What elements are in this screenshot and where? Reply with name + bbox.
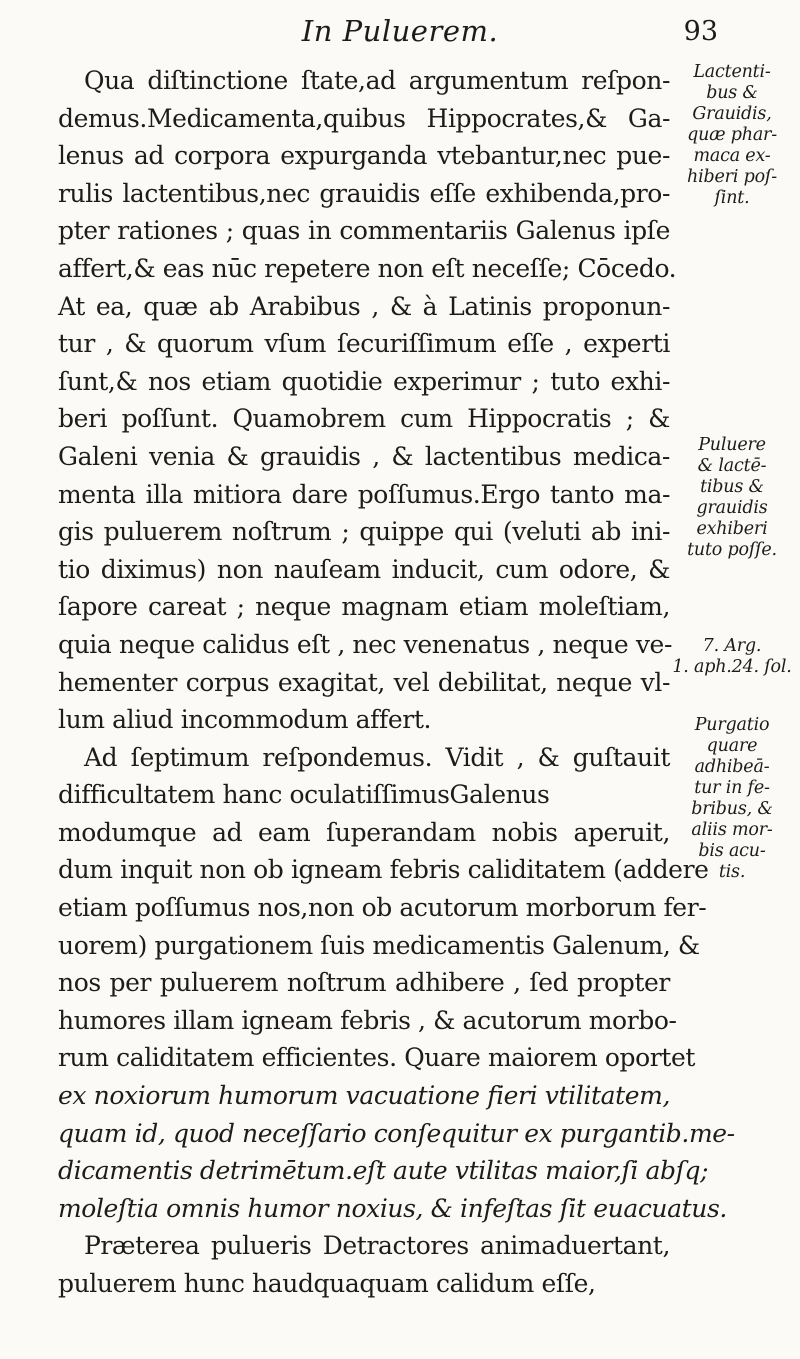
text-line: modumque ad eam ſuperandam nobis aperuit,	[58, 817, 670, 847]
text-line: tur , & quorum vſum ſecuriſſimum eſſe , experti	[58, 329, 670, 359]
page-number: 93	[683, 16, 718, 47]
running-title: In Puluerem.	[301, 14, 499, 48]
margin-note-line: & lactē-	[697, 455, 767, 476]
text-line: demus.Medicamenta,quibus Hippocrates,& Ga-	[58, 103, 670, 133]
text-line: etiam poſſumus nos,non ob acutorum morborum fer-	[58, 893, 707, 923]
margin-note-line: tuto poſſe.	[687, 539, 777, 560]
text-line: quia neque calidus eſt , nec venenatus , neque ve-	[58, 629, 672, 659]
margin-note-line: 7. Arg.	[702, 635, 762, 656]
margin-note-line: quæ phar-	[687, 125, 777, 145]
text-line: dicamentis detrimētum.eſt aute vtilitas maior,ſi abſq;	[58, 1156, 709, 1186]
page-header	[0, 12, 800, 52]
text-line: lum aliud incommodum affert.	[58, 705, 432, 735]
text-line: ſapore careat ; neque magnam etiam moleſtiam,	[58, 592, 670, 622]
text-line: beri poſſunt. Quamobrem cum Hippocratis ; &	[58, 404, 670, 434]
text-line: difficultatem hanc oculatiſſimusGalenus	[58, 780, 550, 810]
text-line: menta illa mitiora dare poſſumus.Ergo tanto ma-	[58, 479, 670, 509]
margin-note-line: tibus &	[700, 476, 764, 497]
margin-note-line: aliis mor-	[691, 820, 773, 841]
text-line: pter rationes ; quas in commentariis Galenus ipſe	[58, 216, 670, 246]
margin-note-line: Grauidis,	[692, 104, 772, 124]
text-line: nos per puluerem noſtrum adhibere , ſed propter	[58, 968, 670, 998]
margin-note-line: Purgatio	[694, 715, 770, 736]
text-line: dum inquit non ob igneam febris caliditatem (addere	[58, 855, 709, 885]
text-line: moleſtia omnis humor noxius, & infeſtas ſit euacuatus.	[58, 1193, 727, 1223]
margin-spacer	[672, 284, 792, 322]
margin-note-line: Lactenti-	[693, 62, 771, 82]
margin-note-line: bus &	[706, 83, 758, 103]
margin-note-line: grauidis	[696, 497, 768, 518]
text-line: humores illam igneam febris , & acutorum morbo-	[58, 1005, 677, 1035]
margin-note-line: ſint.	[714, 188, 750, 208]
text-line: uorem) purgationem ſuis medicamentis Galenum, &	[58, 930, 700, 960]
text-line: ex noxiorum humorum vacuatione fieri vtilitatem,	[58, 1081, 670, 1111]
margin-note-line: Puluere	[698, 434, 766, 455]
margin-note-line: 1. aph.24. ſol.	[672, 656, 792, 677]
margin-spacer	[672, 397, 792, 435]
text-line: quam id, quod neceſſario conſequitur ex purgantib.me-	[58, 1118, 735, 1148]
margin-spacer	[672, 598, 792, 636]
margin-note-line: tur in fe-	[694, 778, 770, 799]
text-line: gis puluerem noſtrum ; quippe qui (veluti ab ini-	[58, 517, 670, 547]
margin-note-line: bis acu-	[698, 841, 766, 862]
margin-note-line: exhiberi	[696, 518, 768, 539]
text-line: At ea, quæ ab Arabibus , & à Latinis proponun-	[58, 291, 670, 321]
margin-spacer	[672, 322, 792, 360]
margin-note-line: tis.	[718, 862, 746, 883]
text-line: Præterea pulueris Detractores animaduertant,	[84, 1231, 670, 1261]
margin-note-line: adhibeā-	[694, 757, 770, 778]
text-line: Galeni venia & grauidis , & lactentibus medica-	[58, 441, 670, 471]
text-line: tio diximus) non nauſeam inducit, cum odore, &	[58, 554, 670, 584]
text-line: Qua diſtinctione ſtate,ad argumentum reſpon-	[84, 66, 670, 95]
text-line: affert,& eas nūc repetere non eſt neceſſe; Cōcedo.	[58, 253, 677, 283]
text-line: rulis lactentibus,nec grauidis eſſe exhibenda,pro-	[58, 178, 670, 208]
text-line: Ad ſeptimum reſpondemus. Vidit , & guſtauit	[84, 742, 670, 772]
text-line: lenus ad corpora expurganda vtebantur,nec pue-	[58, 141, 670, 171]
margin-spacer	[672, 209, 792, 247]
margin-spacer	[672, 247, 792, 285]
margin-note-line: bribus, &	[691, 799, 773, 820]
margin-note-line: hiberi poſ-	[687, 167, 777, 187]
margin-note-line: quare	[706, 736, 758, 757]
margin-spacer	[672, 561, 792, 599]
text-line: hementer corpus exagitat, vel debilitat, neque vl-	[58, 667, 670, 697]
margin-note-line: maca ex-	[693, 146, 771, 166]
text-line: rum caliditatem efficientes. Quare maiorem oportet	[58, 1043, 695, 1073]
text-line: puluerem hunc haudquaquam calidum eſſe,	[58, 1269, 596, 1298]
margin-notes	[672, 62, 792, 883]
margin-spacer	[672, 359, 792, 397]
text-line: ſunt,& nos etiam quotidie experimur ; tuto exhi-	[58, 366, 670, 396]
margin-spacer	[672, 678, 792, 716]
